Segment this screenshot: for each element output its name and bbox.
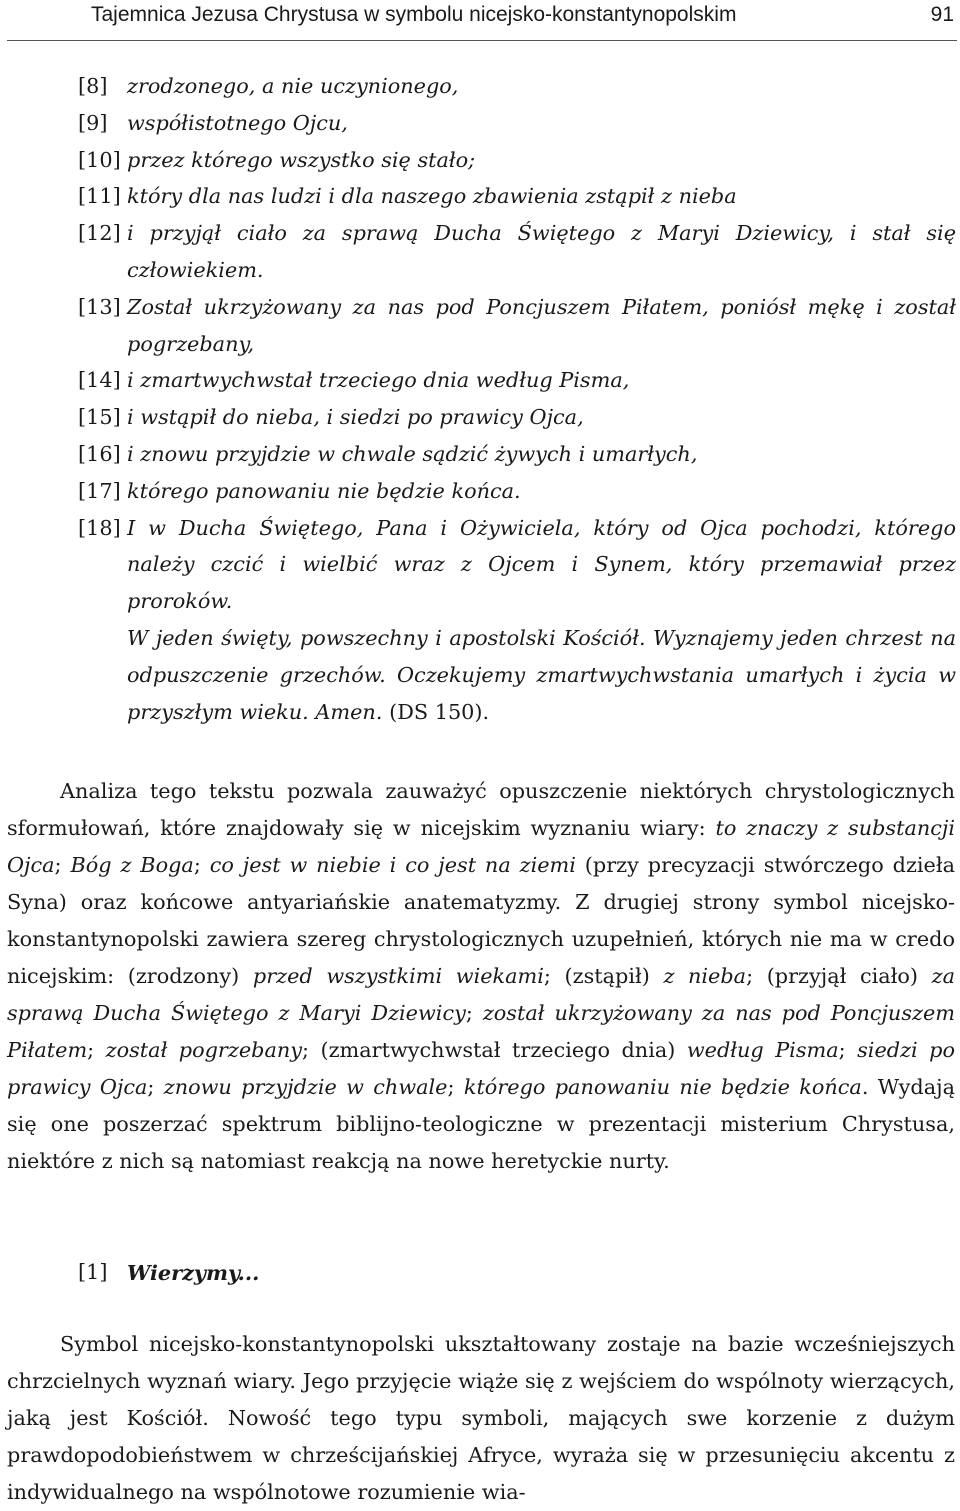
text-segment: ;: [54, 853, 71, 877]
creed-line: [0, 142, 960, 179]
creed-line: [0, 178, 960, 215]
quoted-phrase: Bóg z Boga: [70, 853, 194, 877]
creed-line-number: [17]: [78, 478, 121, 503]
creed-line-number: [9]: [78, 110, 108, 135]
creed-closing: [0, 620, 960, 730]
creed-line: [0, 105, 960, 142]
quoted-phrase: został ukrzyżowany za nas pod Poncjuszem Piłatem: [7, 1001, 955, 1062]
text-segment: ;: [447, 1075, 464, 1099]
creed-line-number: [15]: [78, 405, 121, 430]
quoted-phrase: z nieba: [663, 964, 747, 988]
text-segment: ;: [87, 1038, 106, 1062]
text-segment: ; (zmartwychwstał trzeciego dnia): [302, 1038, 687, 1062]
creed-line-number: [18]: [78, 515, 121, 540]
creed-line-text: i przyjął ciało za sprawą Ducha Świętego z Maryi Dziewicy, i stał się człowiekiem.: [127, 221, 956, 282]
quoted-phrase: którego panowaniu nie będzie końca: [463, 1075, 862, 1099]
text-segment: ;: [465, 1001, 483, 1025]
creed-line-text: współistotnego Ojcu,: [127, 110, 348, 135]
creed-line: [0, 510, 960, 620]
page-number: 91: [930, 3, 954, 26]
quoted-phrase: znowu przyjdzie w chwale: [163, 1075, 448, 1099]
creed-line-number: [11]: [78, 184, 121, 209]
creed-line: [0, 68, 960, 105]
text-segment: Analiza tego tekstu pozwala zauważyć opuszczenie niektórych chrystologicznych sformułowań, które znajdowały się w nicejskim wyznaniu wiary:: [7, 779, 955, 840]
creed-closing-text: W jeden święty, powszechny i apostolski Kościół. Wyznajemy jeden chrzest na odpuszczenie grzechów. Oczekujemy zmartwychwstania umarłych i życia w przyszłym wieku. Amen.: [127, 625, 956, 724]
creed-line: [0, 399, 960, 436]
creed-line-text: i wstąpił do nieba, i siedzi po prawicy Ojca,: [127, 405, 584, 430]
quoted-phrase: przed wszystkimi wiekami: [252, 964, 544, 988]
text-segment: (przy precyzacji stwórczego dzieła Syna) oraz końcowe antyariańskie anatematyzmy. Z drugiej strony symbol nicejsko-konstantynopolski zawiera szereg chrystologicznych uzupełnień, których nie ma w credo nicejskim: (zrodzony): [7, 853, 956, 988]
quoted-phrase: to znaczy z substancji Ojca: [7, 816, 955, 877]
symbol-paragraph: [7, 1326, 955, 1511]
analysis-paragraph: [7, 773, 955, 1180]
creed-line-text: zrodzonego, a nie uczynionego,: [127, 74, 459, 98]
text-segment: ; (zstąpił): [543, 964, 664, 988]
running-header: [0, 0, 960, 40]
creed-line: [0, 436, 960, 473]
creed-line-text: przez którego wszystko się stało;: [127, 147, 476, 172]
creed-citation: (DS 150).: [389, 699, 490, 724]
quoted-phrase: co jest w niebie i co jest na ziemi: [209, 853, 576, 877]
quoted-phrase: został pogrzebany: [105, 1038, 302, 1062]
quoted-phrase: według Pisma: [686, 1038, 839, 1062]
text-segment: ;: [193, 853, 210, 877]
creed-line-text: i zmartwychwstał trzeciego dnia według Pisma,: [127, 368, 630, 393]
creed-line: [0, 215, 960, 289]
header-rule: [7, 40, 957, 41]
text-segment: . Wydają się one poszerzać spektrum biblijno-teologiczne w prezentacji misterium Chrystusa, niektóre z nich są natomiast reakcją na nowe heretyckie nurty.: [7, 1075, 955, 1173]
creed-line-number: [12]: [78, 221, 121, 246]
creed-line-text: i znowu przyjdzie w chwale sądzić żywych i umarłych,: [127, 441, 698, 466]
creed-line-number: [8]: [78, 74, 108, 98]
analysis-paragraph-text: [7, 773, 955, 1180]
creed-line: [0, 289, 960, 363]
quoted-phrase: za sprawą Ducha Świętego z Maryi Dziewicy: [7, 964, 955, 1025]
creed-line: [0, 473, 960, 510]
section-number: [1]: [78, 1260, 108, 1284]
section-title: Wierzymy...: [127, 1260, 260, 1285]
creed-line-number: [13]: [78, 294, 121, 319]
creed-line-number: [14]: [78, 368, 121, 393]
creed-line-text: który dla nas ludzi i dla naszego zbawienia zstąpił z nieba: [127, 184, 737, 209]
text-segment: ;: [838, 1038, 858, 1062]
text-segment: ; (przyjął ciało): [746, 964, 932, 988]
running-title: Tajemnica Jezusa Chrystusa w symbolu nicejsko-konstantynopolskim: [91, 3, 737, 26]
creed-line-number: [16]: [78, 441, 121, 466]
creed-line-text: którego panowaniu nie będzie końca.: [127, 478, 521, 503]
creed-line: [0, 362, 960, 399]
creed-block: [0, 68, 960, 730]
creed-line-text: I w Ducha Świętego, Pana i Ożywiciela, który od Ojca pochodzi, którego należy czcić i wielbić wraz z Ojcem i Synem, który przemawiał przez proroków.: [127, 515, 956, 614]
quoted-phrase: siedzi po prawicy Ojca: [7, 1038, 955, 1099]
creed-line-number: [10]: [78, 147, 121, 172]
text-segment: ;: [147, 1075, 164, 1099]
creed-line-text: Został ukrzyżowany za nas pod Poncjuszem Piłatem, poniósł mękę i został pogrzebany,: [127, 294, 956, 356]
symbol-paragraph-text: Symbol nicejsko-konstantynopolski ukształtowany zostaje na bazie wcześniejszych chrzcielnych wyznań wiary. Jego przyjęcie wiąże się z wejściem do wspólnoty wierzących, jaką jest Kościół. Nowość tego typu symboli, mających swe korzenie z dużym prawdopodobieństwem w chrześcijańskiej Afryce, wyraża się w przesunięciu akcentu z indywidualnego na wspólnotowe rozumienie wia-: [7, 1332, 955, 1504]
